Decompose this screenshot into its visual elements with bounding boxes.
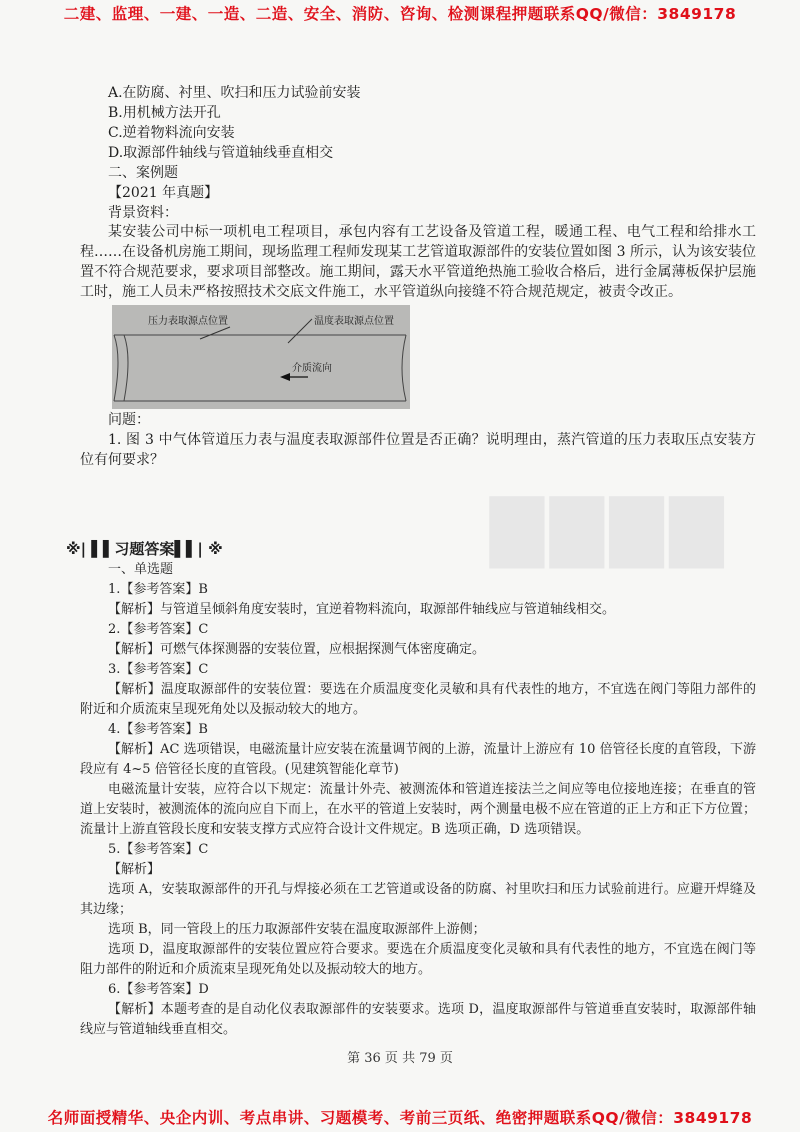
pressure-tap-label: 压力表取源点位置 (148, 316, 228, 327)
answer-1: 1.【参考答案】B (108, 582, 208, 597)
background-text: 某安装公司中标一项机电工程项目，承包内容有工艺设备及管道工程，暖通工程、电气工程和给排水工程……在设备机房施工期间，现场监理工程师发现某工艺管道取源部件的安装位置如图 3 所示，认为该安装位置不符合规范要求，要求项目部整改。施工期间，露天水平管道绝热施工验收合格后，进行金属薄板保护层施工时，施工人员未严格按照技术交底文件施工，水平管道纵向接缝不符合规范规定，被责令改正。 (80, 224, 756, 300)
explanation-4-continued: 电磁流量计安装，应符合以下规定：流量计外壳、被测流体和管道连接法兰之间应等电位接地连接；在垂直的管道上安装时，被测流体的流向应自下而上，在水平的管道上安装时，两个测量电极不应在管道的正上方和正下方位置；流量计上游直管段长度和安装支撑方式应符合设计文件规定。B 选项正确，D 选项错误。 (80, 782, 757, 837)
section-case-heading: 二、案例题 (108, 165, 178, 181)
page-number: 第 36 页 共 79 页 (347, 1051, 453, 1066)
flow-direction-label: 介质流向 (292, 363, 332, 374)
answer-3: 3.【参考答案】C (108, 662, 209, 677)
top-banner: 二建、监理、一建、一造、二造、安全、消防、咨询、检测课程押题联系QQ/微信：3849178 (63, 5, 737, 23)
question-text: 1. 图 3 中气体管道压力表与温度表取源部件位置是否正确？说明理由，蒸汽管道的压力表取压点安装方位有何要求？ (80, 432, 756, 468)
explanation-5-option-a: 选项 A，安装取源部件的开孔与焊接必须在工艺管道或设备的防腐、衬里吹扫和压力试验前进行。应避开焊缝及其边缘； (80, 882, 756, 917)
option-b: B.用机械方法开孔 (108, 105, 221, 121)
answer-4: 4.【参考答案】B (108, 722, 208, 737)
answer-6: 6.【参考答案】D (108, 982, 209, 997)
question-label: 问题： (108, 412, 150, 428)
explanation-5-option-d: 选项 D，温度取源部件的安装位置应符合要求。要选在介质温度变化灵敏和具有代表性的地方，不宜选在阀门等阻力部件的附近和介质流束呈现死角处以及振动较大的地方。 (80, 942, 756, 977)
pipe-figure (112, 305, 410, 409)
bottom-banner: 名师面授精华、央企内训、考点串讲、习题模考、考前三页纸、绝密押题联系QQ/微信：3849178 (47, 1109, 753, 1127)
explanation-1: 【解析】与管道呈倾斜角度安装时，宜逆着物料流向，取源部件轴线应与管道轴线相交。 (108, 602, 616, 617)
answer-5: 5.【参考答案】C (108, 842, 209, 857)
explanation-5-label: 【解析】 (108, 862, 161, 877)
explanation-4: 【解析】AC 选项错误，电磁流量计应安装在流量调节阀的上游，流量计上游应有 10 倍管径长度的直管段，下游段应有 4~5 倍管径长度的直管段。(见建筑智能化章节) (80, 742, 756, 777)
option-d: D.取源部件轴线与管道轴线垂直相交 (108, 145, 334, 161)
background-label: 背景资料： (108, 205, 178, 221)
explanation-3: 【解析】温度取源部件的安装位置：要选在介质温度变化灵敏和具有代表性的地方，不宜选在阀门等阻力部件的附近和介质流束呈现死角处以及振动较大的地方。 (80, 682, 756, 717)
single-choice-heading: 一、单选题 (108, 562, 174, 577)
option-a: A.在防腐、衬里、吹扫和压力试验前安装 (108, 85, 361, 101)
answer-2: 2.【参考答案】C (108, 622, 209, 637)
explanation-5-option-b: 选项 B，同一管段上的压力取源部件安装在温度取源部件上游侧； (108, 922, 486, 937)
year-tag: 【2021 年真题】 (108, 185, 219, 201)
temperature-tap-label: 温度表取源点位置 (314, 316, 394, 327)
explanation-2: 【解析】可燃气体探测器的安装位置，应根据探测气体密度确定。 (108, 642, 486, 657)
explanation-6: 【解析】本题考查的是自动化仪表取源部件的安装要求。选项 D，温度取源部件与管道垂直安装时，取源部件轴线应与管道轴线垂直相交。 (80, 1002, 756, 1037)
option-c: C.逆着物料流向安装 (108, 125, 235, 141)
answers-heading: ※| ▌▌习题答案▌▌| ※ (66, 540, 223, 558)
watermark-logo: ▇▇▇▇ (490, 486, 730, 568)
